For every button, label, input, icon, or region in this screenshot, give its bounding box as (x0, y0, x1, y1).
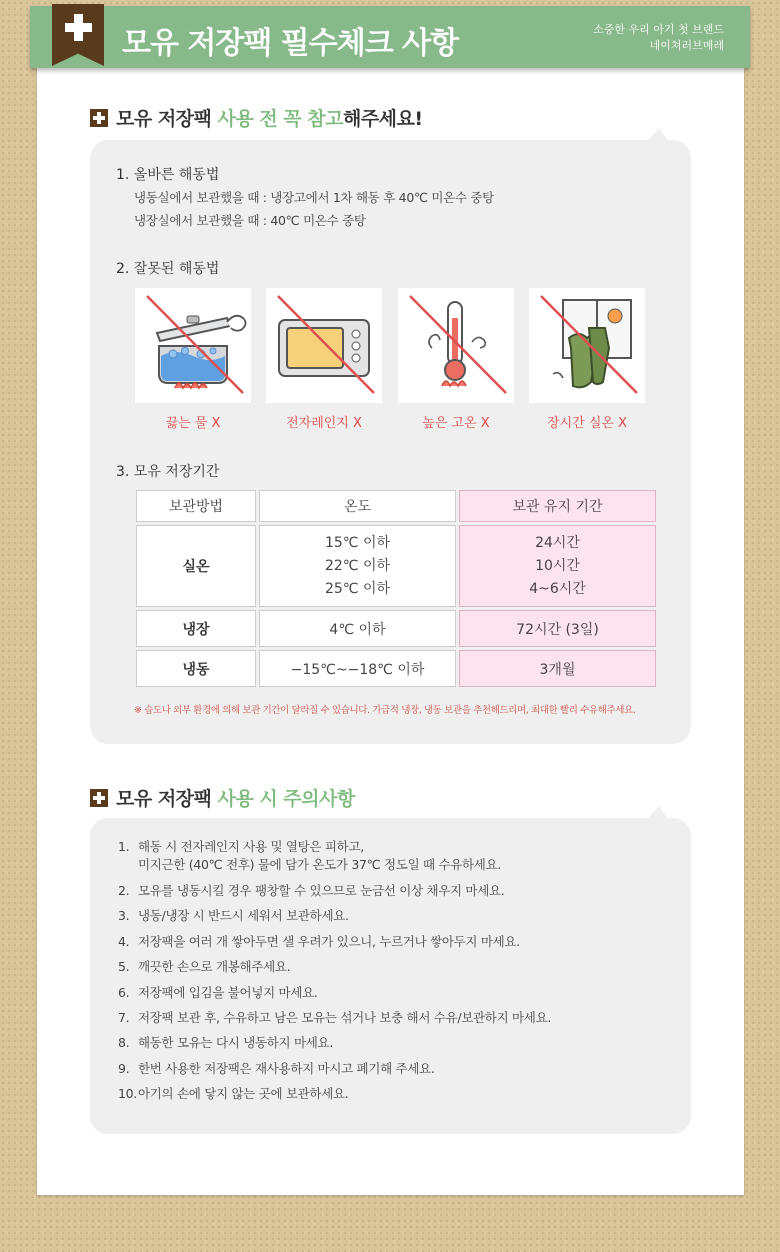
list-item (118, 1060, 551, 1085)
item-number: 3. (118, 908, 130, 924)
list-item (118, 882, 551, 907)
period-value: 4~6시간 (529, 580, 586, 597)
storage-note: ※ 습도나 외부 환경에 의해 보관 기간이 달라질 수 있습니다. 가급적 냉장, 냉동 보관을 추천해드리며, 최대한 빨리 수유해주세요. (134, 705, 636, 716)
wrong-method-label: 끓는 물 X (165, 416, 221, 431)
boiling-pot-icon (135, 288, 251, 403)
method-freezer: 냉동 (136, 650, 256, 687)
thaw-line-freezer: 냉동실에서 보관했을 때 : 냉장고에서 1차 해동 후 40℃ 미온수 중탕 (134, 190, 494, 205)
item-number: 9. (118, 1060, 130, 1076)
item-text: 냉동/냉장 시 반드시 세워서 보관하세요. (138, 908, 349, 924)
item-text: 저장팩 보관 후, 수유하고 남은 모유는 섞거나 보충 해서 수유/보관하지 마세요. (138, 1009, 552, 1025)
header-method: 보관방법 (136, 490, 256, 522)
list-item (118, 958, 551, 983)
section-title-text: 모유 저장팩 (116, 788, 218, 810)
section-heading-cautions (90, 784, 355, 811)
thermometer-icon (398, 288, 514, 403)
section-title-highlight: 사용 시 주의사항 (217, 788, 355, 810)
list-item (118, 907, 551, 932)
item-text: 저장팩에 입김을 불어넣지 마세요. (138, 984, 318, 1000)
temp-value: 15℃ 이하 (324, 534, 391, 551)
period-value: 3개월 (459, 650, 656, 687)
room-temperature-icon (529, 288, 645, 403)
method-fridge: 냉장 (136, 610, 256, 647)
temp-cell (259, 525, 456, 607)
wrong-method-label: 장시간 실온 X (547, 416, 627, 431)
wrong-method-label: 전자레인지 X (286, 416, 362, 431)
item-number: 1. (118, 839, 130, 854)
section-title-suffix: 해주세요! (342, 108, 423, 130)
list-item (118, 1009, 551, 1034)
header-temperature: 온도 (259, 490, 456, 522)
section-title-highlight: 사용 전 꼭 참고 (217, 108, 343, 130)
plus-box-icon (90, 109, 108, 127)
method-room: 실온 (136, 525, 256, 607)
thaw-line-fridge: 냉장실에서 보관했을 때 : 40℃ 미온수 중탕 (134, 213, 366, 228)
table-row (136, 650, 656, 687)
wrong-method-label: 높은 고온 X (422, 416, 490, 431)
period-cell (459, 525, 656, 607)
item-number: 2. (118, 883, 130, 898)
item-text: 미지근한 (40℃ 전후) 물에 담가 온도가 37℃ 정도일 때 수유하세요. (138, 857, 502, 872)
table-header-row (136, 490, 656, 522)
item-number: 6. (118, 984, 130, 1000)
period-value: 72시간 (3일) (459, 610, 656, 647)
item-number: 7. (118, 1009, 130, 1025)
list-item (118, 1034, 551, 1059)
temp-value: −15℃~−18℃ 이하 (259, 650, 456, 687)
item-number: 8. (118, 1035, 130, 1051)
item-text: 한번 사용한 저장팩은 재사용하지 마시고 폐기해 주세요. (138, 1060, 435, 1076)
header-banner (30, 6, 750, 68)
list-item (118, 933, 551, 958)
item-text: 해동 시 전자레인지 사용 및 열탕은 피하고, (138, 839, 364, 854)
table-row (136, 525, 656, 607)
brand-text (593, 22, 724, 54)
temp-value: 22℃ 이하 (324, 557, 391, 574)
item-text: 해동한 모유는 다시 냉동하지 마세요. (138, 1035, 333, 1051)
list-item (118, 838, 551, 882)
cautions-panel (90, 818, 691, 1134)
section-heading-before-use (90, 104, 423, 131)
cautions-list (118, 838, 551, 1111)
plus-box-icon (90, 789, 108, 807)
item-text: 모유를 냉동시킬 경우 팽창할 수 있으므로 눈금선 이상 채우지 마세요. (138, 883, 505, 898)
list-item (118, 1085, 551, 1110)
storage-period-table (133, 487, 659, 690)
microwave-icon (266, 288, 382, 403)
first-aid-flag-icon (52, 4, 104, 66)
period-value: 10시간 (535, 557, 580, 574)
item-number: 5. (118, 959, 130, 975)
brand-name: 네이쳐러브메레 (649, 39, 724, 52)
temp-value: 4℃ 이하 (259, 610, 456, 647)
item-number: 4. (118, 933, 130, 949)
item-number: 10. (118, 1086, 137, 1102)
item-text: 깨끗한 손으로 개봉해주세요. (138, 959, 291, 975)
page-title: 모유 저장팩 필수체크 사항 (122, 26, 459, 61)
brand-slogan: 소중한 우리 아기 첫 브랜드 (593, 23, 724, 36)
period-value: 24시간 (535, 534, 580, 551)
table-row (136, 610, 656, 647)
temp-value: 25℃ 이하 (324, 580, 391, 597)
item-text: 아기의 손에 닿지 않는 곳에 보관하세요. (138, 1086, 349, 1102)
header-period: 보관 유지 기간 (459, 490, 656, 522)
thaw-heading: 1. 올바른 해동법 (116, 167, 220, 183)
before-use-panel (90, 140, 691, 744)
wrong-thaw-heading: 2. 잘못된 해동법 (116, 261, 220, 277)
section-title-text: 모유 저장팩 (116, 108, 218, 130)
storage-period-heading: 3. 모유 저장기간 (116, 464, 220, 480)
list-item (118, 984, 551, 1009)
item-text: 저장팩을 여러 개 쌓아두면 샐 우려가 있으니, 누르거나 쌓아두지 마세요. (138, 933, 520, 949)
